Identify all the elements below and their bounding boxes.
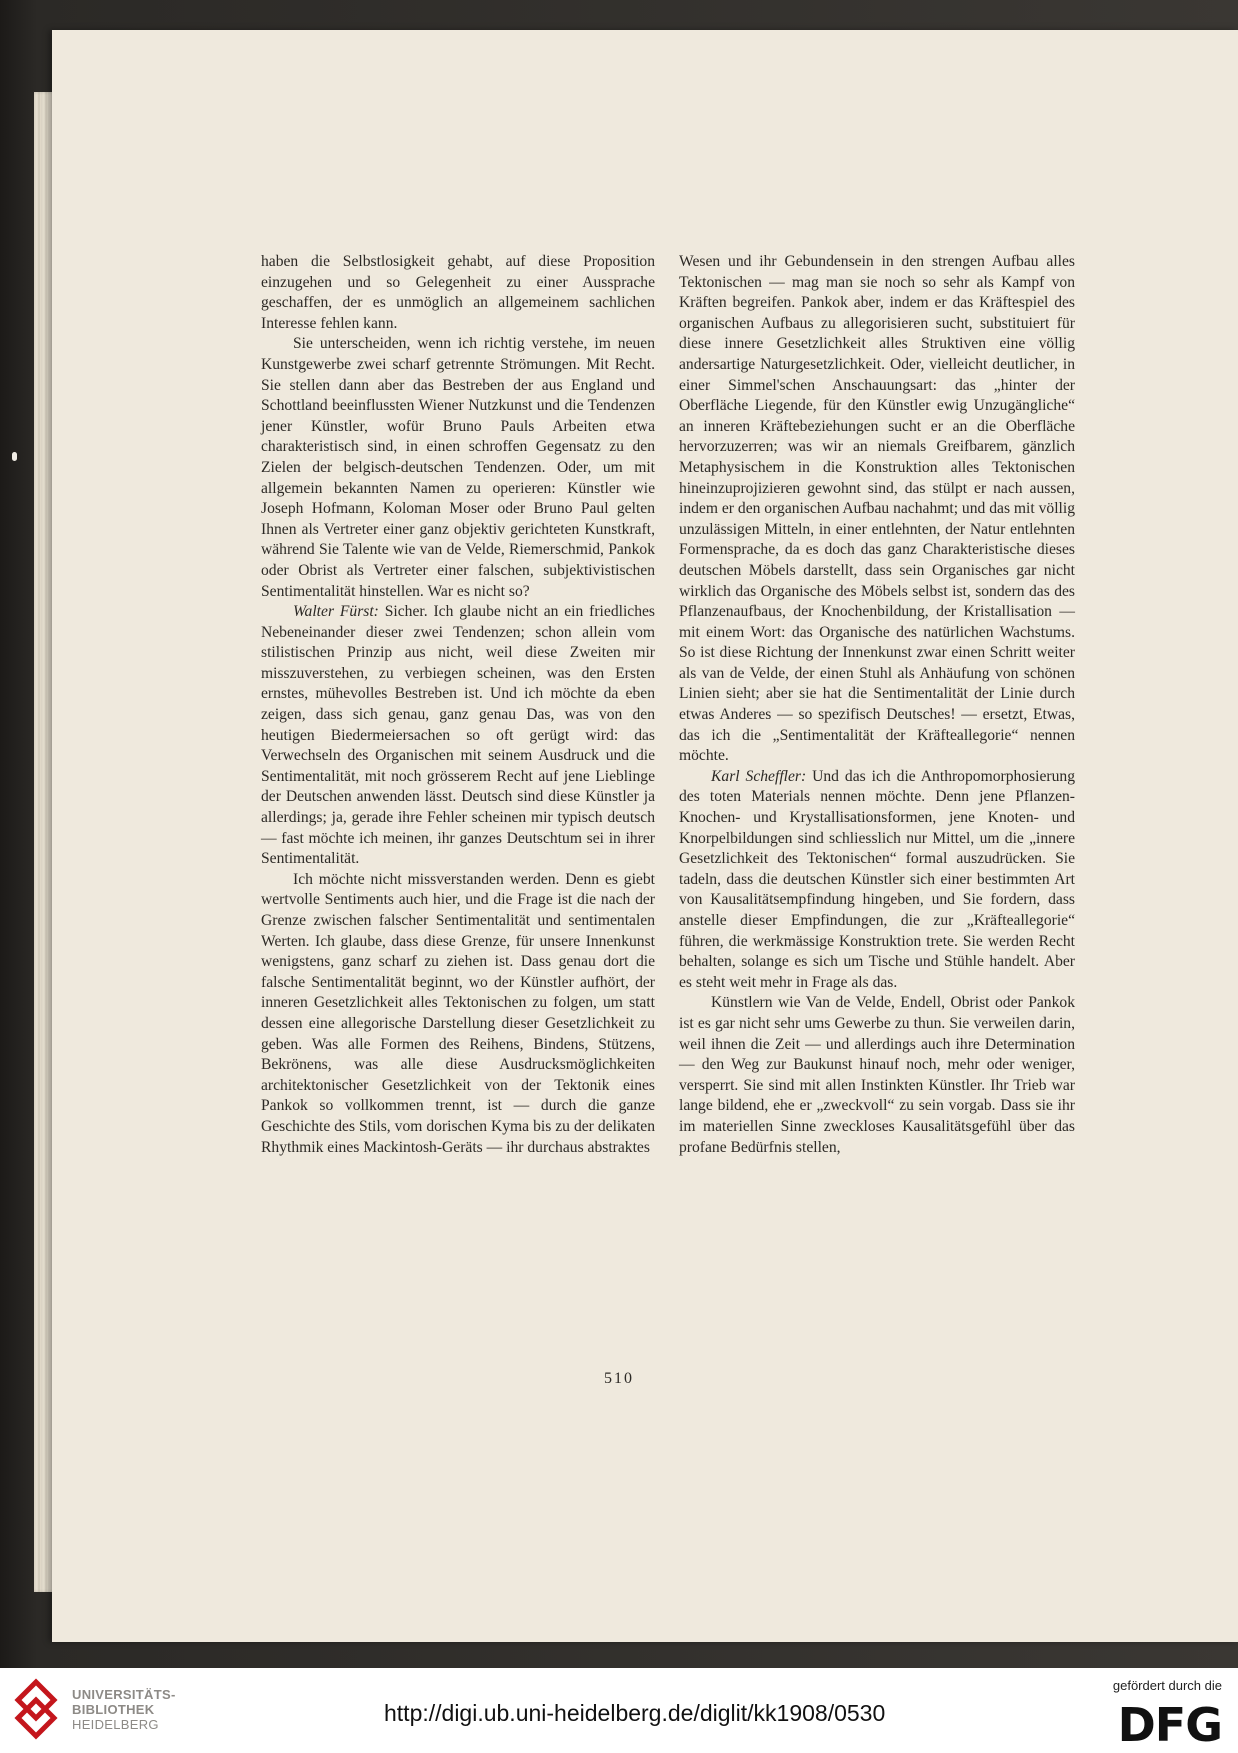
paragraph: [679, 767, 1075, 994]
dfg-logo: DFG: [1117, 1698, 1222, 1752]
speaker-name: Karl Scheffler:: [711, 767, 807, 785]
library-name-line: BIBLIOTHEK: [72, 1702, 155, 1717]
university-library-logo-icon: [14, 1678, 60, 1740]
funded-by-label: gefördert durch die: [1112, 1678, 1222, 1693]
library-name-line: HEIDELBERG: [72, 1717, 159, 1732]
paragraph: Ich möchte nicht missverstanden werden. Denn es giebt wertvolle Sentiments auch hier, und die Frage ist die nach der Grenze zwischen falscher Sentimentalität und sentimentalen Werten. Ich glaube, dass diese Grenze, für unsere Innenkunst wenigstens, ganz scharf zu ziehen ist. Dass genau dort die falsche Sentimentalität beginnt, wo der Künstler aufhört, der inneren Gesetzlichkeit alles Tektonischen zu folgen, um statt dessen eine allegorische Darstellung dieser Gesetzlichkeit zu geben. Was alle Formen des Reihens, Bindens, Stützens, Bekrönens, was alle diese Ausdrucksmöglichkeiten architektonischer Gesetzlichkeit von der Tektonik eines Pankok so vollkommen trennt, ist — durch die ganze Geschichte des Stils, vom dorischen Kyma bis zu der delikaten Rhythmik eines Mackintosh-Geräts — ihr durchaus abstraktes: [261, 870, 655, 1156]
paragraph-text: Und das ich die Anthropomorphosierung des toten Materials nennen möchte. Denn jene Pflanzen-Knochen- und Krystallisationsformen, jene Knoten- und Knorpelbildungen sind schliesslich nur Mittel, um die „innere Gesetzlichkeit des Tektonischen“ formal auszudrücken. Sie tadeln, dass die deutschen Künstler sich einer bestimmten Art von Kausalitätsempfindung hingeben, und Sie fordern, dass anstelle dieser Empfindungen, die zur „Kräfteallegorie“ führen, die werkmässige Konstruktion trete. Sie werden Recht behalten, solange es sich um Tische und Stühle handelt. Aber es steht weit mehr in Frage als das.: [679, 767, 1075, 991]
paragraph: [261, 602, 655, 870]
paragraph: haben die Selbstlosigkeit gehabt, auf diese Proposition einzugehen und so Gelegenheit zu einer Aussprache geschaffen, der es unmöglich an allgemeinem sachlichen Interesse fehlen kann.: [261, 253, 655, 332]
left-text-column: [261, 252, 655, 1158]
library-name: [72, 1687, 176, 1732]
speaker-name: Walter Fürst:: [293, 603, 379, 621]
paragraph: Wesen und ihr Gebundensein in den strengen Aufbau alles Tektonischen — mag man sie noch so sehr als Kampf von Kräften begreifen. Pankok aber, indem er das Kräftespiel des organischen Aufbaus zu allegorisieren sucht, substituiert für diese innere Gesetzlichkeit alles Struktiven eine völlig andersartige Naturgesetzlichkeit. Oder, vielleicht deutlicher, in einer Simmel'schen Anschauungsart: das „hinter der Oberfläche Liegende, für den Künstler ewig Unzugängliche“ an inneren Kräftebeziehungen sucht er an die Oberfläche hervorzuzerren; was wir an niemals Greifbarem, gänzlich Metaphysischem in die Konstruktion alles Tektonischen hineinzuprojizieren gewohnt sind, das stülpt er nach aussen, indem er den organischen Aufbau nachahmt; und das mit völlig unzulässigen Mitteln, in einer entlehnten, der Natur entlehnten Formensprache, da es doch das ganz Charakteristische dieses deutschen Möbels darstellt, dass sein Organisches gar nicht wirklich das Organische des Möbels selbst ist, sondern das des Pflanzenaufbaus, der Knochenbildung, der Kristallisation — mit einem Wort: das Organische des natürlichen Wachstums. So ist diese Richtung der Innenkunst zwar einen Schritt weiter als van de Velde, der einen Stuhl als Anhäufung von schönen Linien sieht; aber sie hat die Sentimentalität der Linie durch etwas Anderes — so spezifisch Deutsches! — ersetzt, Etwas, das ich die „Sentimentalität der Kräfteallegorie“ nennen möchte.: [679, 253, 1075, 765]
permalink-url[interactable]: http://digi.ub.uni-heidelberg.de/diglit/kk1908/0530: [384, 1700, 886, 1726]
footer-bar: [0, 1668, 1238, 1753]
paragraph-text: Sicher. Ich glaube nicht an ein friedliches Nebeneinander dieser zwei Tendenzen; schon allein vom stilistischen Prinzip aus nicht, weil diese Zweiten mir misszuverstehen, zu verbiegen scheinen, was den Ersten ernstes, mühevolles Bestreben ist. Und ich möchte da eben zeigen, dass sich genau, ganz genau Das, was von den heutigen Biedermeiersachen so oft gerügt wird: das Verwechseln des Organischen mit seinem Ausdruck und die Sentimentalität, mit noch grösserem Recht auf jene Lieblinge der Deutschen anwenden lässt. Deutsch sind diese Künstler ja allerdings; ja, gerade ihre Fehler scheinen mir typisch deutsch — fast möchte ich meinen, ihr ganzes Deutschtum sei in ihrer Sentimentalität.: [261, 603, 655, 868]
paragraph: Künstlern wie Van de Velde, Endell, Obrist oder Pankok ist es gar nicht sehr ums Gewerbe zu thun. Sie verweilen darin, weil ihnen die Zeit — und allerdings auch ihre Determination — den Weg zur Baukunst hinauf noch, mehr oder weniger, versperrt. Sie sind mit allen Instinkten Künstler. Ihr Trieb war lange bildend, ehe er „zweckvoll“ zu sein vorgab. Dass sie ihr im materiellen Sinne zweckloses Kausalitätsgefühl über das profane Bedürfnis stellen,: [679, 994, 1075, 1156]
right-text-column: [679, 252, 1075, 1158]
page-number: 510: [604, 1370, 634, 1387]
library-name-line: UNIVERSITÄTS-: [72, 1687, 176, 1702]
margin-mark: [12, 452, 17, 461]
paragraph: Sie unterscheiden, wenn ich richtig verstehe, im neuen Kunstgewerbe zwei scharf getrennte Strömungen. Mit Recht. Sie stellen dann aber das Bestreben der aus England und Schottland beeinflussten Wiener Nutzkunst und die Tendenzen jener Künstler, wofür Bruno Pauls Arbeiten etwa charakteristisch sind, in einen schroffen Gegensatz zu den Zielen der belgisch-deutschen Tendenzen. Oder, um mit allgemein bekannten Namen zu operieren: Künstler wie Joseph Hofmann, Koloman Moser oder Bruno Paul gelten Ihnen als Vertreter einer ganz objektiv gerichteten Kunstkraft, während Sie Talente wie van de Velde, Riemerschmid, Pankok oder Obrist als Vertreter einer falschen, subjektivistischen Sentimentalität hinstellen. War es nicht so?: [261, 335, 655, 600]
